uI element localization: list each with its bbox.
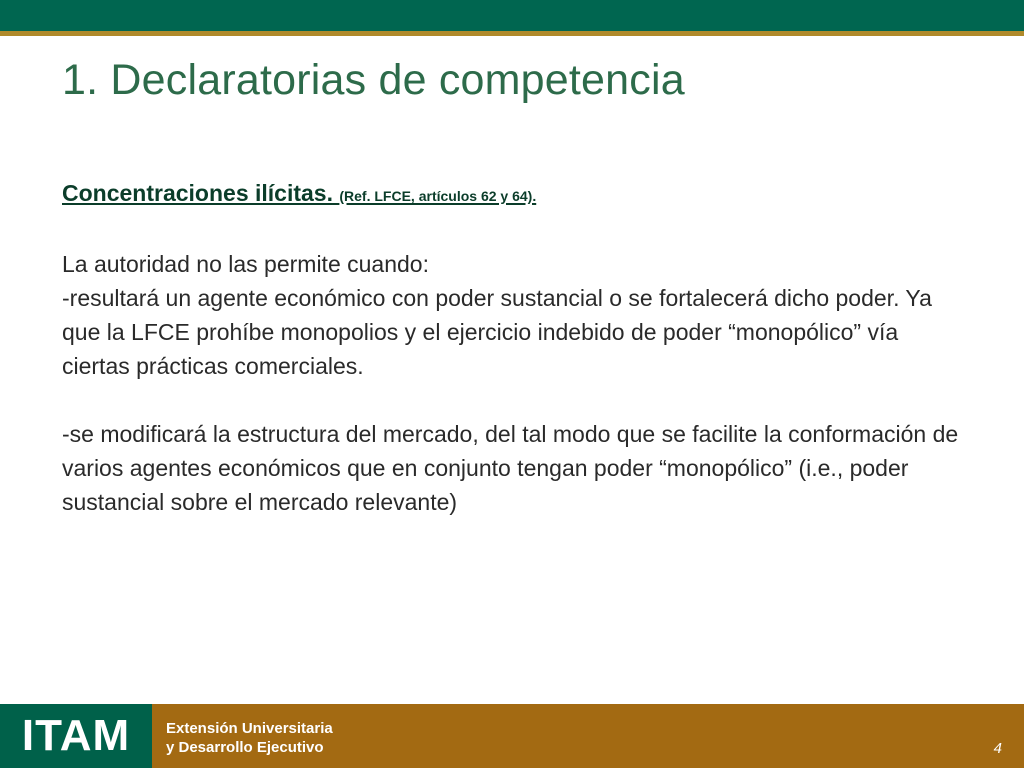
subheading [62,176,962,213]
paragraph-1: La autoridad no las permite cuando: -resultará un agente económico con poder sustancial o se fortalecerá dicho poder. Ya que la LFCE prohíbe monopolios y el ejercicio indebido de poder “monopólico” vía ciertas prácticas comerciales. [62,251,932,379]
header-stripe [0,31,1024,36]
subheading-main: Concentraciones ilícitas. [62,180,333,206]
paragraph-2: -se modificará la estructura del mercado, del tal modo que se facilite la conformación de varios agentes económicos que en conjunto tengan poder “monopólico” (i.e., poder sustancial sobre el mercado relevante) [62,421,959,515]
paragraph-spacer [62,383,962,417]
footer-subtitle: Extensión Universitaria y Desarrollo Ejecutivo [166,720,333,756]
logo-text: ITAM [21,711,131,760]
footer-bar [0,704,1024,768]
slide-title: 1. Declaratorias de competencia [62,56,685,104]
subheading-ref: (Ref. LFCE, artículos 62 y 64). [339,188,537,204]
itam-logo [0,704,152,768]
page-number: 4 [993,740,1002,757]
slide-body [62,176,962,519]
header-bar [0,0,1024,31]
